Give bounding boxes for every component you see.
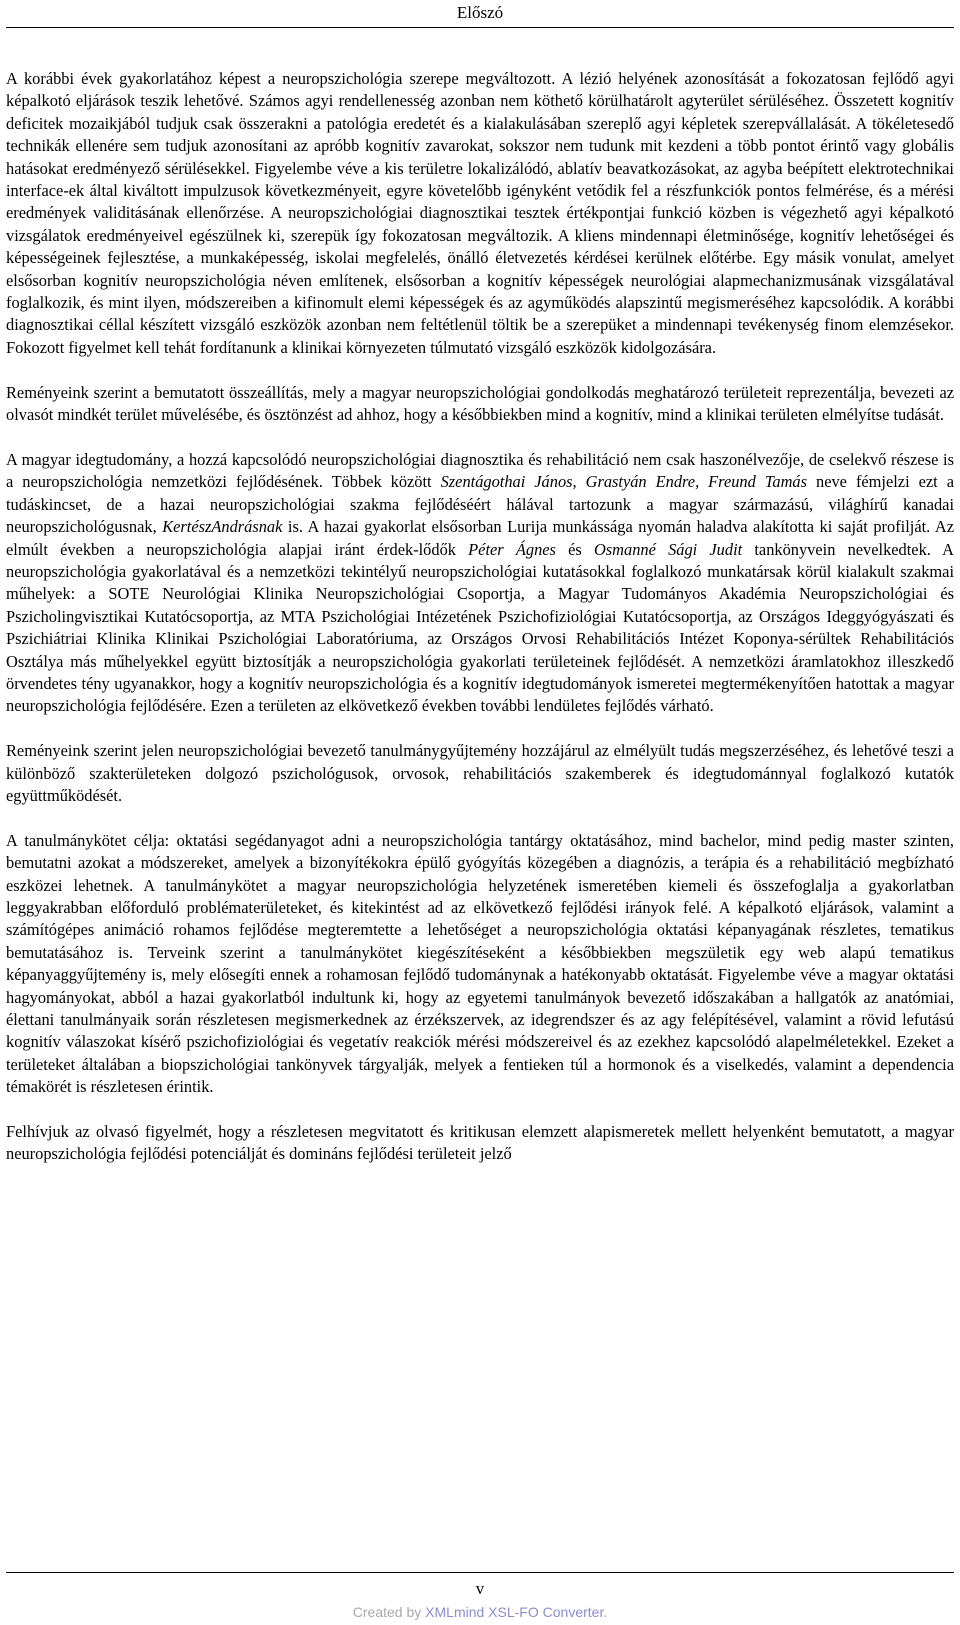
body-paragraph [6, 740, 954, 807]
italic-name-run: Szentágothai János, Grastyán Endre, Freund Tamás [440, 472, 808, 492]
italic-name-run: KertészAndrásnak [162, 517, 283, 537]
text-run: is. A hazai gyakorlat elsősorban Lurija munkássága nyomán haladva alakította ki saját profilját. Az elmúlt években a neuropszichológia alapjai iránt érdek-lődők [6, 517, 954, 559]
text-run: neve fémjelzi ezt a tudáskincset, de a hazai neuropszichológiai szakma fejlődéséért hálával tartozunk a magyar származású, világhírű kanadai neuropszichológusnak, [6, 472, 955, 537]
body-paragraph [6, 68, 954, 359]
generator-brand-link[interactable]: XMLmind XSL-FO Converter [425, 1604, 604, 1620]
text-run: Felhívjuk az olvasó figyelmét, hogy a részletesen megvitatott és kritikusan elemzett alapismeretek mellett helyenként bemutatott, a magyar neuropszichológia fejlődési potenciálját és domináns fejlődési területeit jelző [6, 1122, 954, 1164]
footer-divider [6, 1572, 954, 1573]
italic-name-run: Osmanné Sági Judit [593, 539, 743, 559]
text-run: tankönyvein nevelkedtek. A neuropszichológia gyakorlatával és a nemzetközi tekintélyű neuropszichológiai kutatásokkal foglalkozó munkatársak körül kialakult szakmai műhelyek: a SOTE Neurológiai Klinika Neuropszichológiai Csoportja, a Magyar Tudományos Akadémia Neuropszichológiai és Pszicholingvisztikai Kutatócsoportja, az MTA Pszichológiai Intézetének Pszichofiziológiai Kutatócsoportja, az Országos Ideggyógyászati és Pszichiátriai Klinika Klinikai Pszichológiai Laboratóriuma, az Országos Orvosi Rehabilitációs Intézet Koponya-sérültek Rehabilitációs Osztálya más műhelyekkel együtt biztosítják a neuropszichológia gyakorlati területeinek fejlődését. A nemzetközi áramlatokhoz illeszkedő örvendetes tény ugyanakkor, hogy a kognitív neuropszichológia és a kognitív idegtudományok ismeretei megtermékenyítően hatottak a magyar neuropszichológia fejlődésére. Ezen a területen az elkövetkező években további lendületes fejlődés várható. [6, 539, 954, 716]
generator-credit [0, 1603, 960, 1621]
text-run: A tanulmánykötet célja: oktatási segédanyagot adni a neuropszichológia tantárgy oktatásához, mind bachelor, mind pedig master szinten, bemutatni azokat a módszereket, amelyek a bizonyítékokra épülő gyógyítás közegében a diagnózis, a terápia és a rehabilitáció megbízható eszközei lehetnek. A tanulmánykötet a magyar neuropszichológia helyzetének ismeretében kiemeli és összefoglalja a gyakorlatban leggyakrabban előforduló problématerületeket, és kitekintést ad az elkövetkező fejlődési irányok felé. A képalkotó eljárások, valamint a számítógépes animáció rohamos fejlődése megteremtette a lehetőséget a neuropszichológia oktatási képanyagának részletes, tematikus bemutatásához is. Terveink szerint a tanulmánykötet kiegészítéseként a későbbiekben megszületik egy web alapú tematikus képanyaggyűjtemény is, mely elősegíti ennek a rohamosan fejlődő tudománynak a hatékonyabb oktatását. Figyelembe véve a magyar oktatási hagyományokat, abból a hazai gyakorlatból indultunk ki, hogy az egyetemi tanulmányok bevezető időszakában a hallgatók az anatómiai, élettani tanulmányaik során részletesen megismerkednek az érzékszervek, az idegrendszer és az agy felépítésével, valamint a rövid lefutású kognitív válaszokat kísérő pszichofiziológiai és vegetatív reakciók mérési módszereivel és az ezekhez kapcsolódó alapelméletekkel. Ezeket a területeket általában a biopszichológiai tankönyvek tárgyalják, melyek a fentieken túl a hormonok és a viselkedés, valamint a dependencia témakörét is részletesen érintik. [6, 830, 954, 1097]
text-run: és [555, 539, 594, 559]
body-text [6, 68, 954, 1166]
text-run: Reményeink szerint a bemutatott összeállítás, mely a magyar neuropszichológiai gondolkodás meghatározó területeit reprezentálja, bevezeti az olvasót mindkét terület művelésébe, és ösztönzést ad ahhoz, hogy a későbbiekben mind a kognitív, mind a klinikai területen elmélyítse tudását. [6, 382, 954, 425]
body-paragraph [6, 1121, 954, 1166]
text-run: Reményeink szerint jelen neuropszichológiai bevezető tanulmánygyűjtemény hozzájárul az elmélyült tudás megszerzéséhez, és lehetővé teszi a különböző szakterületeken dolgozó pszichológusok, orvosok, rehabilitációs szakemberek és idegtudománnyal foglalkozó kutatók együttműködését. [6, 741, 954, 805]
text-run: A korábbi évek gyakorlatához képest a neuropszichológia szerepe megváltozott. A lézió helyének azonosítását a fokozatosan fejlődő agyi képalkotó eljárások teszik lehetővé. Számos agyi rendellenesség azonban nem köthető körülhatárolt agyterület sérüléséhez. Összetett kognitív deficitek mozaikjából tudjuk csak összerakni a patológia eredetét és a kialakulásában szereplő agyi képletek szerepvállalását. A tökéletesedő technikák ellenére sem tudjuk azonosítani az apróbb kognitív zavarokat, sokszor nem tudunk mit kezdeni a több pontot érintő vagy globális hatásokat eredményező sérülésekkel. Figyelembe véve a kis területre lokalizálódó, ablatív beavatkozásokat, az agyba beépített elektrotechnikai interface-ek által kiváltott impulzusok következményeit, egyre követelőbb igényként vetődik fel a részfunkciók pontos felmérése, és a mérési eredmények validitásának ellenőrzése. A neuropszichológiai diagnosztikai tesztek értékpontjai funkció közben is végezhető agyi képalkotó vizsgálatok eredményeivel egészülnek ki, szerepük így fokozatosan megváltozik. A kliens mindennapi életminősége, kognitív lehetőségei és képességeinek fejlesztése, a munkaképesség, iskolai megfelelés, önálló életvezetés kérdései kerülnek előtérbe. Egy másik vonulat, amelyet elsősorban kognitív neuropszichológia néven említenek, elsősorban a kognitív képességek neurológiai alapmechanizmusának vizsgálatával foglalkozik, és mint ilyen, módszereiben a kifinomult elemi képességek és az agyműködés alapszintű megismeréséhez kapcsolódik. A korábbi diagnosztikai céllal készített vizsgáló eszközök azonban nem feltétlenül töltik be a szerepüket a mindennapi tevékenység finom elemzésekor. Fokozott figyelmet kell tehát fordítanunk a klinikai környezeten túlmutató vizsgáló eszközök kidolgozására. [6, 69, 954, 357]
generator-prefix: Created by [352, 1604, 426, 1620]
text-run: A magyar idegtudomány, a hozzá kapcsolódó neuropszichológiai diagnosztika és rehabilitáció nem csak haszonélvezője, de cselekvő részese is a neuropszichológia nemzetközi fejlődésének. Többek között [6, 449, 954, 492]
italic-name-run: Péter Ágnes [468, 539, 556, 559]
page-number: v [475, 1579, 485, 1598]
body-paragraph [6, 830, 954, 1099]
running-header-title: Előszó [456, 3, 504, 22]
header-divider [6, 27, 954, 28]
generator-suffix: . [603, 1604, 608, 1620]
body-paragraph [6, 449, 954, 718]
body-paragraph [6, 382, 954, 427]
